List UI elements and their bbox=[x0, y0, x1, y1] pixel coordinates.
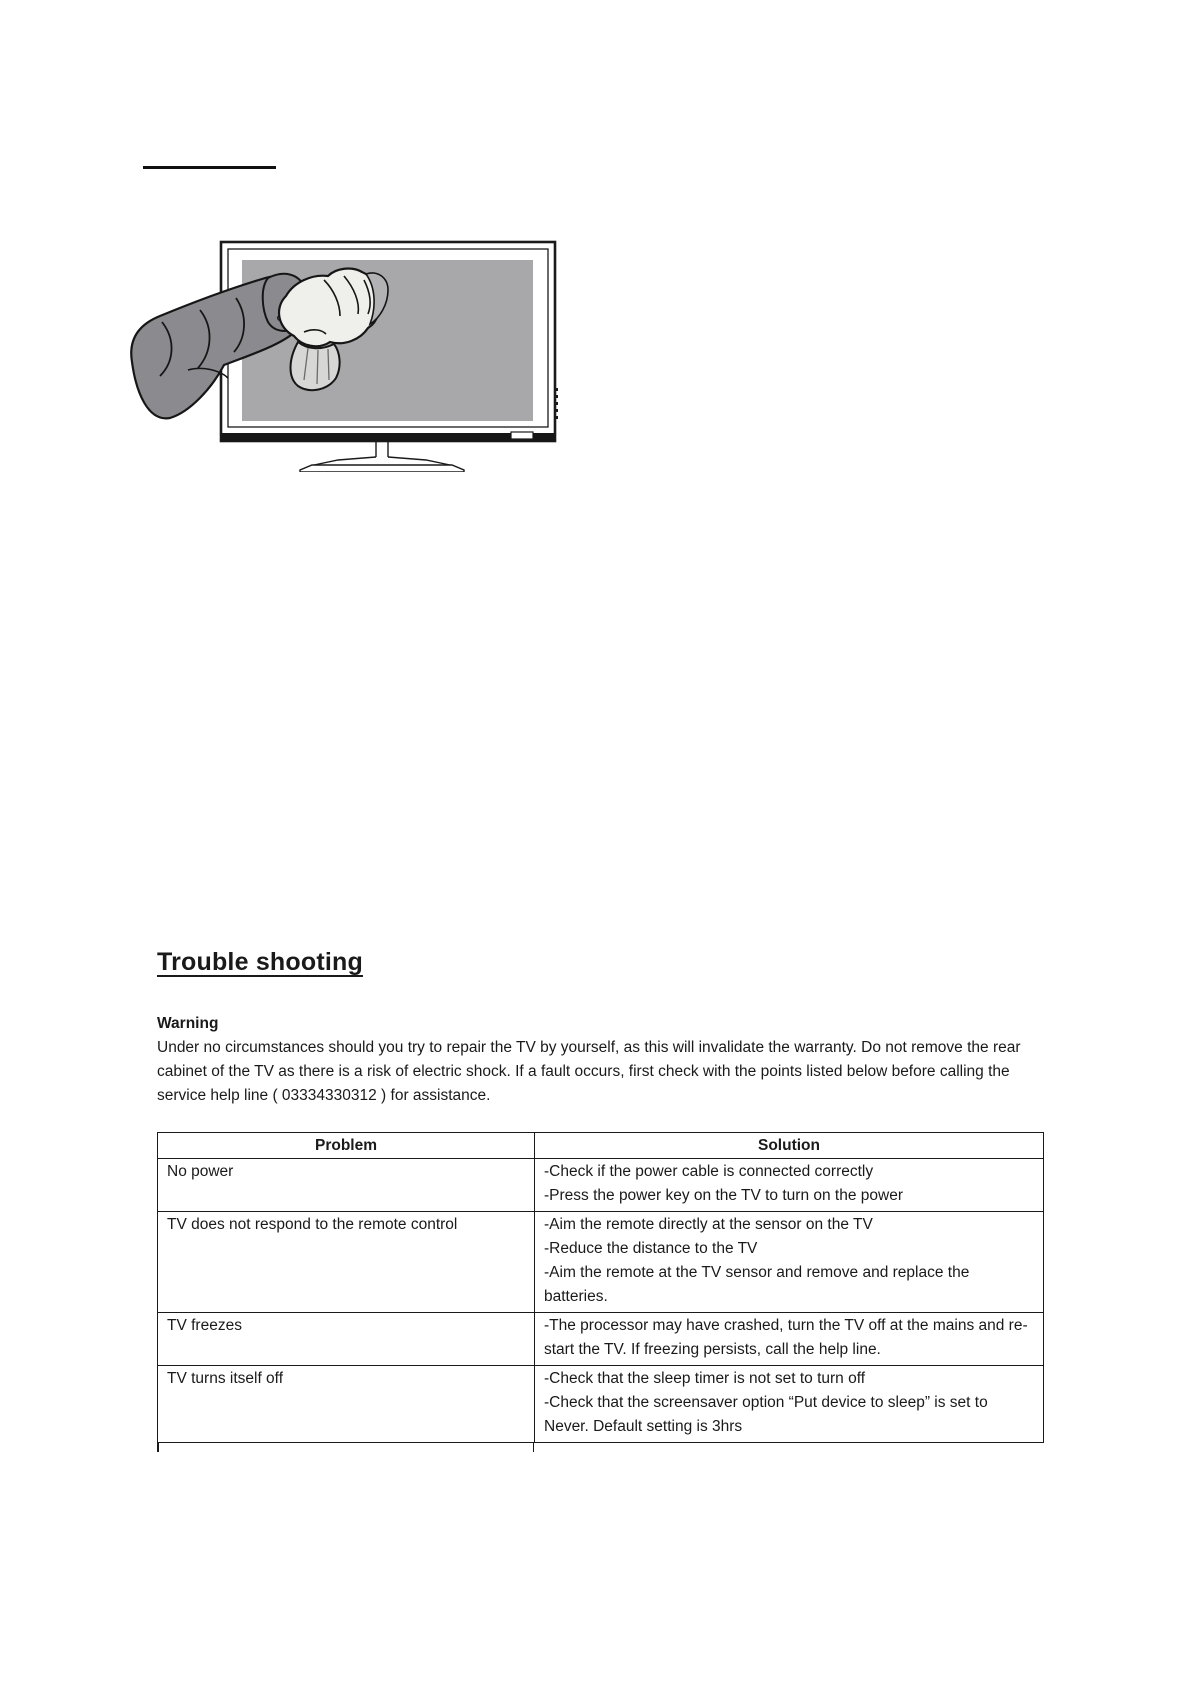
table-row bbox=[158, 1212, 1044, 1313]
problem-cell: TV does not respond to the remote control bbox=[158, 1212, 535, 1313]
problem-column-header: Problem bbox=[158, 1133, 535, 1159]
solution-cell bbox=[535, 1212, 1044, 1313]
table-row bbox=[158, 1313, 1044, 1366]
top-rule-line bbox=[143, 166, 276, 169]
troubleshooting-table-wrap bbox=[157, 1132, 1043, 1443]
page-title: Trouble shooting bbox=[157, 948, 363, 976]
table-row bbox=[158, 1366, 1044, 1443]
solution-line: -The processor may have crashed, turn the TV off at the mains and re-start the TV. If freezing persists, call the help line. bbox=[544, 1317, 1028, 1358]
solution-line: -Aim the remote directly at the sensor on the TV bbox=[544, 1216, 873, 1233]
solution-cell bbox=[535, 1313, 1044, 1366]
problem-cell: No power bbox=[158, 1159, 535, 1212]
solution-cell bbox=[535, 1366, 1044, 1443]
problem-cell: TV freezes bbox=[158, 1313, 535, 1366]
solution-line: -Aim the remote at the TV sensor and remove and replace the batteries. bbox=[544, 1264, 970, 1305]
solution-line: -Press the power key on the TV to turn on the power bbox=[544, 1187, 903, 1204]
warning-text: Under no circumstances should you try to repair the TV by yourself, as this will invalidate the warranty. Do not remove the rear cabinet of the TV as there is a risk of electric shock. If a fault occurs, first check with the points listed below before calling the service help line ( 03334330312 ) for assistance. bbox=[157, 1039, 1021, 1104]
table-continuation-line-middle bbox=[533, 1443, 535, 1452]
table-header-row bbox=[158, 1133, 1044, 1159]
problem-cell: TV turns itself off bbox=[158, 1366, 535, 1443]
tv-cleaning-illustration bbox=[128, 220, 558, 472]
solution-line: -Reduce the distance to the TV bbox=[544, 1240, 758, 1257]
table-row bbox=[158, 1159, 1044, 1212]
solution-cell bbox=[535, 1159, 1044, 1212]
troubleshooting-table-body bbox=[158, 1159, 1044, 1443]
solution-line: -Check that the screensaver option “Put device to sleep” is set to Never. Default setting is 3hrs bbox=[544, 1394, 988, 1435]
solution-line: -Check if the power cable is connected correctly bbox=[544, 1163, 874, 1180]
table-continuation-line-left bbox=[157, 1443, 159, 1452]
solution-column-header: Solution bbox=[535, 1133, 1044, 1159]
troubleshooting-table bbox=[157, 1132, 1044, 1443]
warning-label: Warning bbox=[157, 1015, 219, 1032]
solution-line: -Check that the sleep timer is not set to turn off bbox=[544, 1370, 866, 1387]
warning-section bbox=[157, 1012, 1032, 1108]
tv-cleaning-icon bbox=[128, 220, 558, 472]
